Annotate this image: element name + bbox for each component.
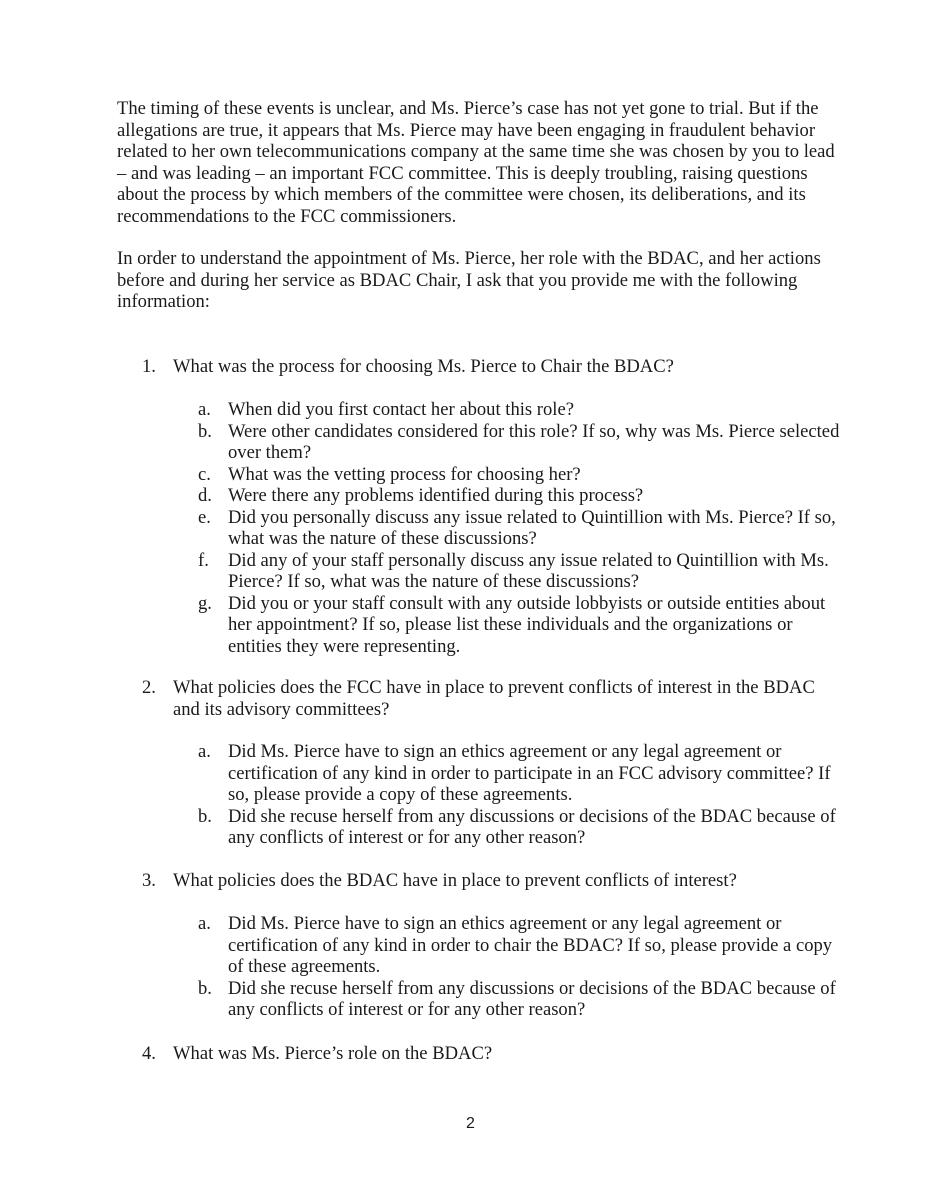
sub-item-letter: a. — [198, 913, 211, 934]
sub-item-letter: g. — [198, 592, 212, 614]
sub-item — [198, 421, 843, 464]
sub-item-text: Were there any problems identified during this process? — [228, 485, 644, 506]
question-text: What was the process for choosing Ms. Pierce to Chair the BDAC? — [173, 356, 674, 377]
sub-item-letter: a. — [198, 741, 211, 762]
sub-item — [198, 593, 843, 658]
sub-item — [198, 550, 843, 593]
question-2 — [142, 677, 842, 720]
question-3-subitems — [198, 913, 843, 1021]
sub-item-text: Did any of your staff personally discuss any issue related to Quintillion with Ms. Pierce? If so, what was the nature of these discussions? — [228, 549, 829, 592]
question-text: What was Ms. Pierce’s role on the BDAC? — [173, 1043, 493, 1064]
sub-item — [198, 399, 843, 421]
sub-item — [198, 464, 843, 486]
intro-paragraph-timing: The timing of these events is unclear, and Ms. Pierce’s case has not yet gone to trial. But if the allegations are true, it appears that Ms. Pierce may have been engaging in fraudulent behavior related to her own telecommunications company at the same time she was chosen by you to lead – and was leading – an important FCC committee. This is deeply troubling, raising questions about the process by which members of the committee were chosen, its deliberations, and its recommendations to the FCC commissioners. — [117, 98, 835, 227]
sub-item-text: Did she recuse herself from any discussions or decisions of the BDAC because of any conflicts of interest or for any other reason? — [228, 805, 836, 848]
sub-item-text: Were other candidates considered for this role? If so, why was Ms. Pierce selected over them? — [228, 420, 840, 463]
sub-item — [198, 806, 843, 849]
question-number: 2. — [142, 677, 156, 698]
sub-item-letter: a. — [198, 399, 211, 420]
question-1-subitems — [198, 399, 843, 657]
question-text: What policies does the FCC have in place to prevent conflicts of interest in the BDAC and its advisory committees? — [173, 677, 815, 720]
question-number: 3. — [142, 870, 156, 891]
page-number: 2 — [466, 1115, 475, 1132]
sub-item — [198, 507, 843, 550]
question-number: 4. — [142, 1043, 156, 1064]
question-2-subitems — [198, 741, 843, 849]
sub-item-text: Did she recuse herself from any discussions or decisions of the BDAC because of any conflicts of interest or for any other reason? — [228, 977, 836, 1020]
sub-item-text: What was the vetting process for choosing her? — [228, 463, 581, 485]
sub-item-letter: b. — [198, 977, 212, 999]
intro-paragraph-request: In order to understand the appointment of Ms. Pierce, her role with the BDAC, and her actions before and during her service as BDAC Chair, I ask that you provide me with the following information: — [117, 248, 821, 312]
sub-item — [198, 913, 843, 978]
question-1 — [142, 356, 842, 378]
sub-item-letter: f. — [198, 549, 209, 571]
sub-item — [198, 978, 843, 1021]
sub-item-letter: b. — [198, 805, 212, 827]
sub-item-letter: b. — [198, 420, 212, 442]
sub-item-text: Did Ms. Pierce have to sign an ethics agreement or any legal agreement or certification of any kind in order to participate in an FCC advisory committee? If so, please provide a copy of these agreements. — [228, 741, 831, 805]
sub-item-text: Did Ms. Pierce have to sign an ethics agreement or any legal agreement or certification of any kind in order to chair the BDAC? If so, please provide a copy of these agreements. — [228, 913, 833, 977]
sub-item — [198, 741, 843, 806]
sub-item-text: When did you first contact her about this role? — [228, 399, 574, 420]
question-3 — [142, 870, 842, 892]
question-number: 1. — [142, 356, 156, 377]
sub-item-text: Did you personally discuss any issue related to Quintillion with Ms. Pierce? If so, what was the nature of these discussions? — [228, 506, 836, 549]
sub-item-letter: d. — [198, 485, 212, 506]
question-4 — [142, 1043, 842, 1065]
sub-item-letter: c. — [198, 463, 211, 485]
sub-item-letter: e. — [198, 506, 211, 528]
question-text: What policies does the BDAC have in place to prevent conflicts of interest? — [173, 870, 737, 891]
sub-item — [198, 485, 843, 507]
sub-item-text: Did you or your staff consult with any outside lobbyists or outside entities about her appointment? If so, please list these individuals and the organizations or entities they were representing. — [228, 592, 826, 657]
